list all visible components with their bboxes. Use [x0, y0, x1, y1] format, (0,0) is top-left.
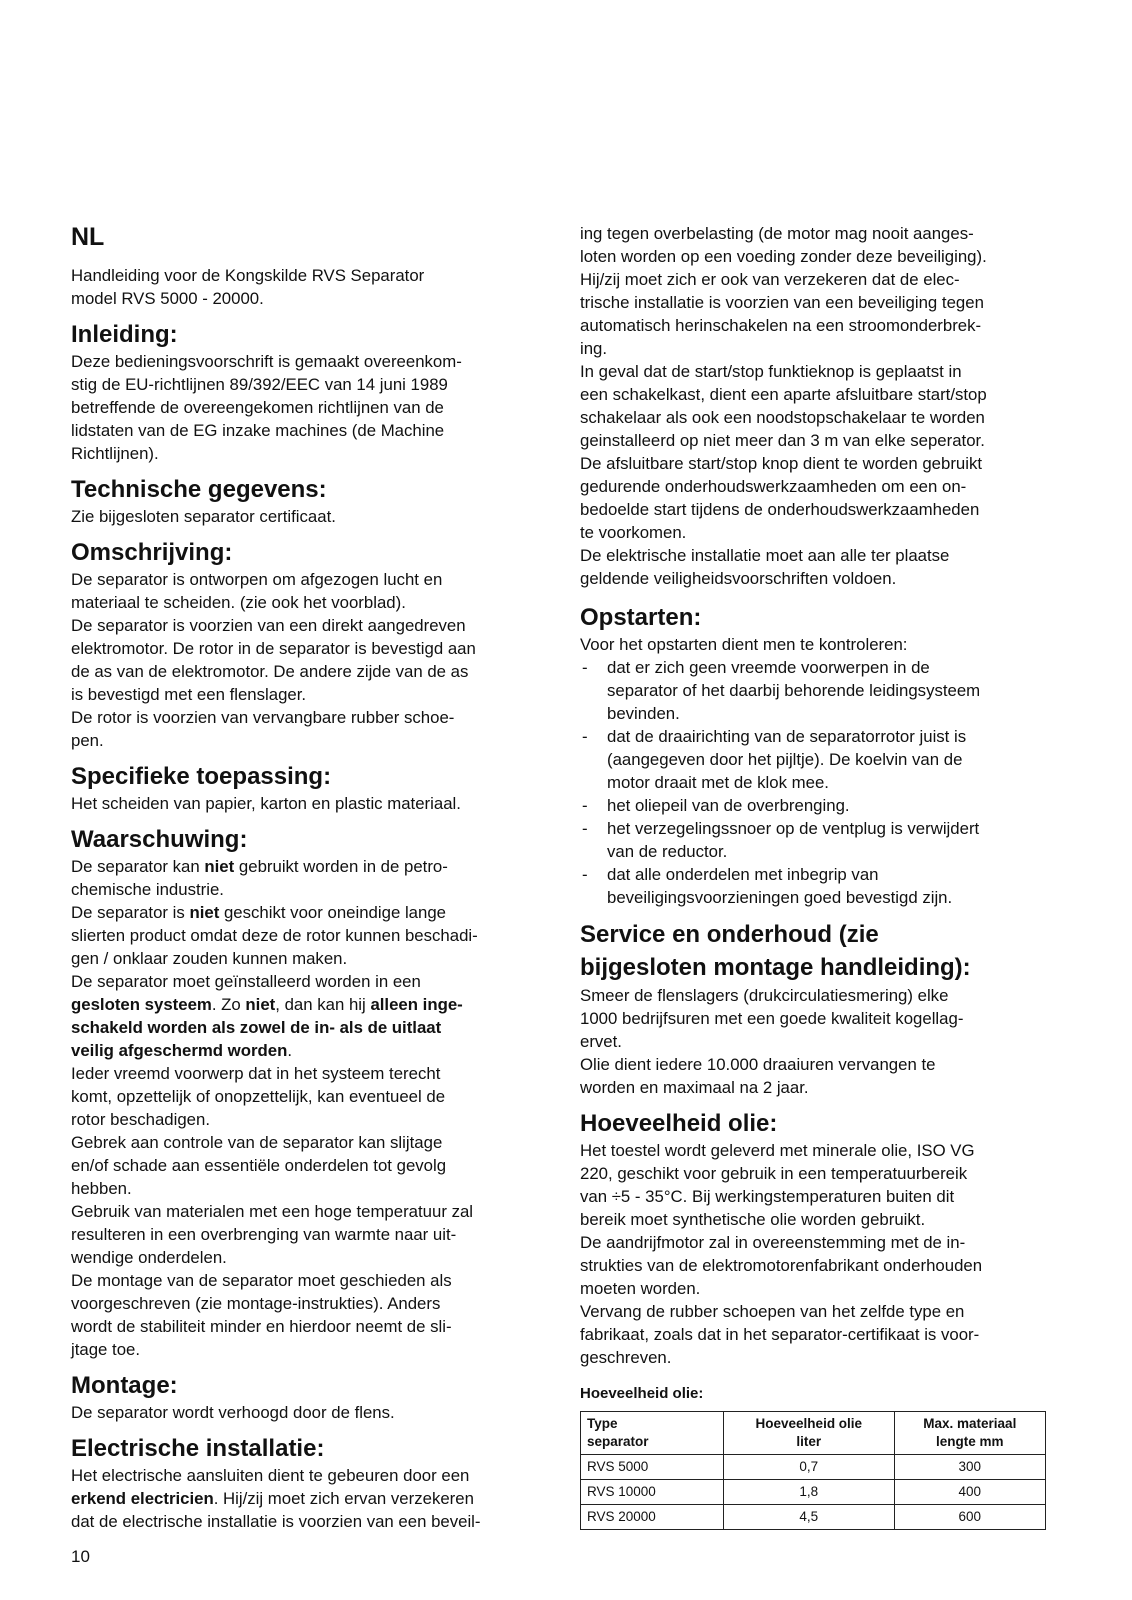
- oil-quantity-table: [580, 1411, 1046, 1530]
- heading-electrische-installatie: Electrische installatie:: [71, 1435, 325, 1462]
- table-row: [581, 1480, 1046, 1505]
- table-row: [581, 1455, 1046, 1480]
- table-header-row: [581, 1412, 1046, 1455]
- intro-line: model RVS 5000 - 20000.: [71, 289, 264, 308]
- heading-omschrijving: Omschrijving:: [71, 539, 233, 566]
- right-column: [580, 222, 1050, 1530]
- column-header-type: Type separator: [581, 1412, 724, 1455]
- list-item: - het oliepeil van de overbrenging.: [580, 794, 1050, 817]
- paragraph-specifieke-toepassing: Het scheiden van papier, karton en plastic materiaal.: [71, 794, 461, 813]
- table-cell: 300: [894, 1455, 1045, 1480]
- heading-montage: Montage:: [71, 1372, 178, 1399]
- page-number: 10: [71, 1547, 90, 1566]
- opstarten-checklist: [580, 656, 1050, 909]
- heading-opstarten: Opstarten:: [580, 604, 702, 631]
- paragraph-electrische-continued: ing tegen overbelasting (de motor mag nooit aanges- loten worden op een voeding zonder deze beveiliging). Hij/zij moet zich er ook van verzekeren dat de elec- trische installatie is voorzien van een beveiliging tegen automatisch herinschakelen na een stroomonderbrek- ing. In geval dat de start/stop funktieknop is geplaatst in een schakelkast, dient een aparte afsluitbare start/stop schakelaar als ook een noodstopschakelaar te worden geinstalleerd op niet meer dan 3 m van elke seperator. De afsluitbare start/stop knop dient te worden gebruikt gedurende onderhoudswerkzaamheden om een on- bedoelde start tijdens de onderhoudswerkzaamheden te voorkomen. De elektrische installatie moet aan alle ter plaatse geldende veiligheidsvoorschriften voldoen.: [580, 224, 987, 588]
- paragraph-hoeveelheid-olie: Het toestel wordt geleverd met minerale olie, ISO VG 220, geschikt voor gebruik in een temperatuurbereik van ÷5 - 35°C. Bij werkingstemperaturen buiten dit bereik moet synthetische olie worden gebruikt. De aandrijfmotor zal in overeenstemming met de in- strukties van de elektromotorenfabrikant onderhouden moeten worden. Vervang de rubber schoepen van het zelfde type en fabrikaat, zoals dat in het separator-certifikaat is voor- geschreven.: [580, 1141, 983, 1367]
- table-title: Hoeveelheid olie:: [580, 1385, 704, 1402]
- table-cell: RVS 10000: [581, 1480, 724, 1505]
- table-cell: RVS 20000: [581, 1505, 724, 1530]
- paragraph-electrische-installatie: Het electrische aansluiten dient te gebeuren door een erkend electricien. Hij/zij moet zich ervan verzekeren dat de electrische installatie is voorzien van een beveil-: [71, 1466, 481, 1531]
- heading-technische-gegevens: Technische gegevens:: [71, 476, 327, 503]
- column-header-max-length: Max. materiaal lengte mm: [894, 1412, 1045, 1455]
- heading-inleiding: Inleiding:: [71, 321, 178, 348]
- paragraph-montage: De separator wordt verhoogd door de flens.: [71, 1403, 395, 1422]
- table-cell: RVS 5000: [581, 1455, 724, 1480]
- column-header-oil-quantity: Hoeveelheid olie liter: [724, 1412, 895, 1455]
- paragraph-omschrijving: De separator is ontworpen om afgezogen lucht en materiaal te scheiden. (zie ook het voorblad). De separator is voorzien van een direkt aangedreven elektromotor. De rotor in de separator is bevestigd aan de as van de elektromotor. De andere zijde van de as is bevestigd met een flenslager. De rotor is voorzien van vervangbare rubber schoe- pen.: [71, 570, 476, 750]
- list-item: - dat er zich geen vreemde voorwerpen in de separator of het daarbij behorende leidingsysteem bevinden.: [580, 656, 1050, 725]
- table-row: [581, 1505, 1046, 1530]
- heading-specifieke-toepassing: Specifieke toepassing:: [71, 763, 332, 790]
- heading-hoeveelheid-olie: Hoeveelheid olie:: [580, 1110, 778, 1137]
- paragraph-inleiding: Deze bedieningsvoorschrift is gemaakt overeenkom- stig de EU-richtlijnen 89/392/EEC van 14 juni 1989 betreffende de overeengekomen richtlijnen van de lidstaten van de EG inzake machines (de Machine Richtlijnen).: [71, 352, 462, 463]
- list-item: - dat de draairichting van de separatorrotor juist is (aangegeven door het pijltje). De koelvin van de motor draait met de klok mee.: [580, 725, 1050, 794]
- intro-text: [71, 264, 541, 310]
- intro-line: Handleiding voor de Kongskilde RVS Separator: [71, 266, 425, 285]
- table-cell: 1,8: [724, 1480, 895, 1505]
- table-cell: 400: [894, 1480, 1045, 1505]
- list-item: - dat alle onderdelen met inbegrip van beveiligingsvoorzieningen goed bevestigd zijn.: [580, 863, 1050, 909]
- language-code: NL: [71, 223, 105, 251]
- left-column: [71, 222, 541, 1533]
- paragraph-waarschuwing: De separator kan niet gebruikt worden in de petro- chemische industrie. De separator is niet geschikt voor oneindige lange slierten product omdat deze de rotor kunnen beschadi- gen / onklaar zouden kunnen maken. De separator moet geïnstalleerd worden in een gesloten systeem. Zo niet, dan kan hij alleen inge- schakeld worden als zowel de in- als de uitlaat veilig afgeschermd worden. Ieder vreemd voorwerp dat in het systeem terecht komt, opzettelijk of onopzettelijk, kan eventueel de rotor beschadigen. Gebrek aan controle van de separator kan slijtage en/of schade aan essentiële onderdelen tot gevolg hebben. Gebruik van materialen met een hoge temperatuur zal resulteren in een overbrenging van warmte naar uit- wendige onderdelen. De montage van de separator moet geschieden als voorgeschreven (zie montage-instrukties). Anders wordt de stabiliteit minder en hierdoor neemt de sli- jtage toe.: [71, 857, 478, 1359]
- paragraph-technische-gegevens: Zie bijgesloten separator certificaat.: [71, 507, 336, 526]
- table-cell: 600: [894, 1505, 1045, 1530]
- table-cell: 0,7: [724, 1455, 895, 1480]
- heading-waarschuwing: Waarschuwing:: [71, 826, 248, 853]
- opstarten-intro: Voor het opstarten dient men te kontroleren:: [580, 635, 908, 654]
- list-item: - het verzegelingssnoer op de ventplug is verwijdert van de reductor.: [580, 817, 1050, 863]
- heading-service-onderhoud: Service en onderhoud (zie bijgesloten montage handleiding):: [580, 921, 971, 981]
- table-cell: 4,5: [724, 1505, 895, 1530]
- paragraph-service-onderhoud: Smeer de flenslagers (drukcirculatiesmering) elke 1000 bedrijfsuren met een goede kwaliteit kogellag- ervet. Olie dient iedere 10.000 draaiuren vervangen te worden en maximaal na 2 jaar.: [580, 986, 964, 1097]
